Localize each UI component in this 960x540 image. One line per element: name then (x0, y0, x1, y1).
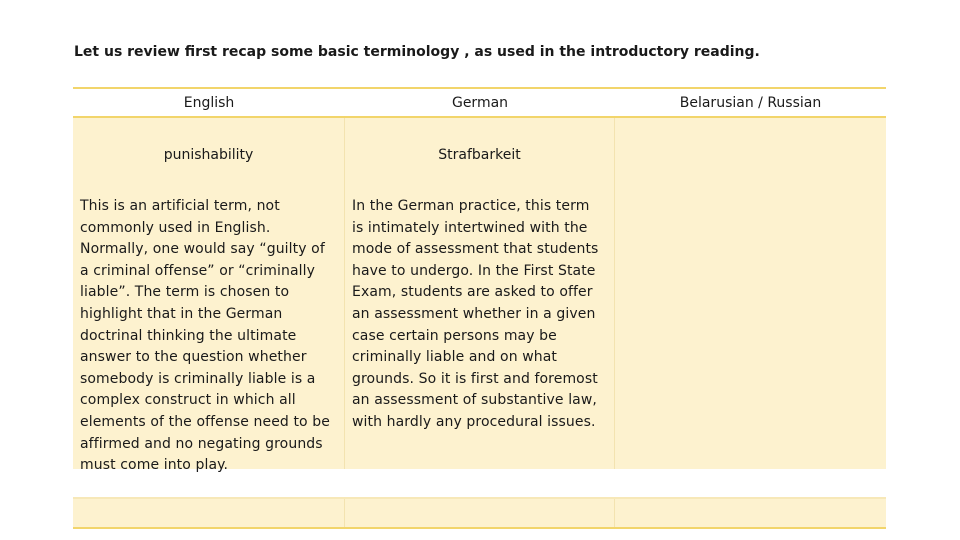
english-term: punishability (163, 147, 254, 163)
cell-english (73, 118, 345, 474)
desc-line: liable”. The term is chosen to (80, 284, 290, 301)
desc-line: case certain persons may be (352, 327, 557, 344)
cell-belarusian-russian (615, 118, 886, 469)
desc-line: Normally, one would say “guilty of (80, 241, 325, 258)
desc-line: answer to the question whether (80, 349, 307, 366)
cell-german (345, 118, 615, 469)
desc-line: grounds. So it is first and foremost (352, 370, 598, 387)
desc-line: somebody is criminally liable is a (80, 370, 316, 387)
header-german: German (451, 94, 509, 111)
desc-line: Exam, students are asked to offer (352, 284, 593, 301)
german-term: Strafbarkeit (438, 147, 521, 163)
empty-cell (615, 499, 886, 527)
belarusian-russian-term (622, 118, 879, 170)
desc-line: complex construct in which all (80, 392, 296, 409)
desc-line: This is an artificial term, not (80, 198, 280, 214)
desc-line: have to undergo. In the First State (352, 262, 596, 279)
desc-line: affirmed and no negating grounds (80, 435, 323, 452)
desc-line: elements of the offense need to be (80, 413, 330, 430)
table-header-row (73, 87, 886, 118)
desc-line: commonly used in English. (80, 219, 271, 236)
desc-line: with hardly any procedural issues. (352, 413, 596, 430)
desc-line: criminally liable and on what (352, 349, 558, 366)
english-description (80, 196, 337, 477)
table-empty-row (73, 497, 886, 529)
desc-line: mode of assessment that students (352, 241, 599, 258)
header-english: English (183, 94, 235, 111)
table-row (73, 118, 886, 474)
terminology-table (73, 87, 886, 529)
desc-line: an assessment whether in a given (352, 305, 596, 322)
empty-cell (73, 499, 345, 527)
desc-line: an assessment of substantive law, (352, 392, 597, 409)
desc-line: doctrinal thinking the ultimate (80, 327, 297, 344)
empty-cell (345, 499, 615, 527)
desc-line: a criminal offense” or “criminally (80, 262, 316, 279)
desc-line: must come into play. (80, 457, 229, 474)
intro-heading: Let us review first recap some basic terminology , as used in the introductory reading. (74, 44, 760, 60)
desc-line: is intimately intertwined with the (352, 219, 588, 236)
german-description (352, 196, 607, 434)
header-belarusian-russian: Belarusian / Russian (679, 94, 822, 111)
desc-line: highlight that in the German (80, 305, 283, 322)
desc-line: In the German practice, this term (352, 198, 590, 214)
